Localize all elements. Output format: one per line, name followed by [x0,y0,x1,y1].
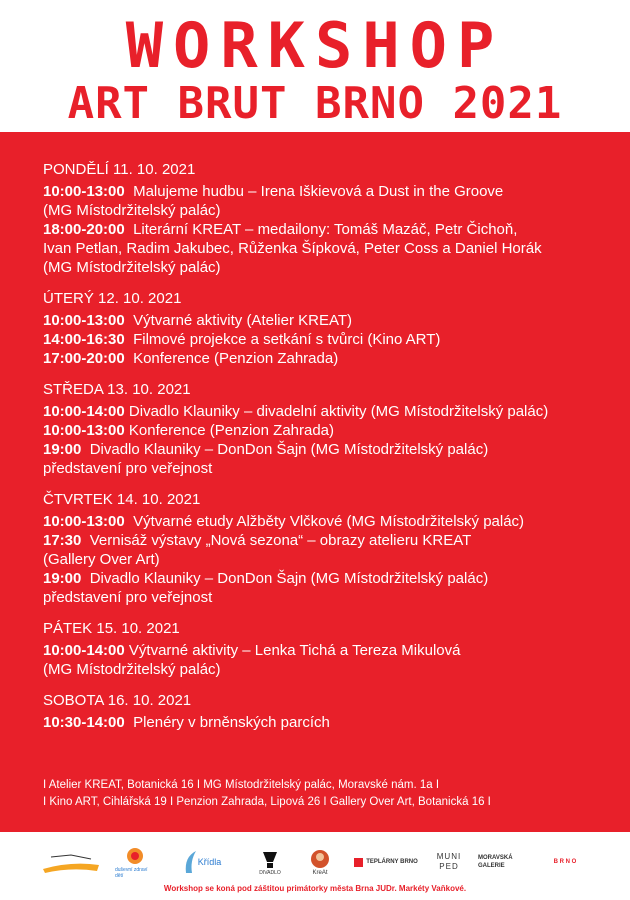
logo-text: KreAt [312,870,328,876]
kreat-logo [305,842,335,882]
event-text: Divadlo Klauniky – DonDon Šajn (MG Místodržitelský palác) [81,441,489,458]
event-line [43,330,628,349]
event-time: 18:00-20:00 [43,221,125,238]
event-time: 14:00-16:30 [43,331,125,348]
event-line [43,660,628,679]
footer [0,832,630,900]
places-line: I Kino ART, Cihlářská 19 I Penzion Zahrada, Lipová 26 I Gallery Over Art, Botanická 16 I [43,796,491,808]
event-line [43,440,628,459]
logo-text: MORAVSKÁ GALERIE [478,855,513,869]
duchovni-zdravi-logo [115,842,155,882]
day-title: ÚTERÝ 12. 10. 2021 [43,290,182,307]
event-text: Ivan Petlan, Radim Jakubec, Růženka Šípková, Peter Coss a Daniel Horák [43,240,542,257]
event-text: Literární KREAT – medailony: Tomáš Mazáč, Petr Čichoň, [124,221,518,238]
brno-logo [538,842,592,882]
day-block [43,691,628,732]
schedule-panel [0,132,630,832]
day-block [43,490,628,607]
moravska-galerie-logo [478,842,526,882]
event-line [43,201,628,220]
event-line [43,349,628,368]
event-text: Divadlo Klauniky – divadelní aktivity (MG Místodržitelský palác) [124,403,549,420]
kridla-logo [175,842,230,882]
day-block [43,289,628,368]
poster-title: WORKSHOP [125,9,505,82]
fantazie-logo [40,842,102,882]
schedule-list [43,160,628,744]
divadlo-logo [255,842,285,882]
event-line [43,239,628,258]
event-line [43,220,628,239]
places-line: I Atelier KREAT, Botanická 16 I MG Místodržitelský palác, Moravské nám. 1a I [43,779,440,791]
event-line [43,459,628,478]
event-text: Filmové projekce a setkání s tvůrci (Kino ART) [124,331,441,348]
event-line [43,402,628,421]
poster-subtitle: ART BRUT BRNO 2021 [67,78,563,129]
event-time: 10:00-14:00 [43,642,125,659]
event-line [43,311,628,330]
event-time: 10:00-13:00 [43,422,125,439]
event-line [43,641,628,660]
logo-text: TEPLÁRNY BRNO [366,859,418,865]
event-line [43,588,628,607]
day-title: SOBOTA 16. 10. 2021 [43,692,192,709]
event-text: (MG Místodržitelský palác) [43,202,221,219]
day-block [43,619,628,679]
event-text: Výtvarné etudy Alžběty Vlčkové (MG Místodržitelský palác) [124,513,525,530]
event-text: Výtvarné aktivity (Atelier KREAT) [124,312,353,329]
day-block [43,160,628,277]
event-line [43,531,628,550]
event-time: 19:00 [43,441,82,458]
event-line [43,182,628,201]
logo-text: duševní zdraví dětí [115,867,148,879]
event-text: Plenéry v brněnských parcích [124,714,330,731]
event-time: 10:00-13:00 [43,312,125,329]
event-line [43,512,628,531]
event-time: 17:30 [43,532,82,549]
day-title: PONDĚLÍ 11. 10. 2021 [43,161,196,178]
event-time: 10:30-14:00 [43,714,125,731]
event-text: Konference (Penzion Zahrada) [124,422,335,439]
event-text: představení pro veřejnost [43,460,213,477]
logo-text: Křídla [197,857,222,867]
event-line [43,713,628,732]
event-time: 10:00-14:00 [43,403,125,420]
day-block [43,380,628,478]
logo-text: MUNI PED [436,852,462,871]
event-text: Divadlo Klauniky – DonDon Šajn (MG Místodržitelský palác) [81,570,489,587]
muni-ped-logo [432,842,466,882]
event-text: představení pro veřejnost [43,589,213,606]
day-title: PÁTEK 15. 10. 2021 [43,620,180,637]
day-title: STŘEDA 13. 10. 2021 [43,381,191,398]
teplarny-logo [350,842,422,882]
event-line [43,569,628,588]
event-line [43,421,628,440]
event-text: (MG Místodržitelský palác) [43,259,221,276]
event-text: Výtvarné aktivity – Lenka Tichá a Tereza Mikulová [124,642,461,659]
event-text: (MG Místodržitelský palác) [43,661,221,678]
event-time: 19:00 [43,570,82,587]
day-title: ČTVRTEK 14. 10. 2021 [43,491,201,508]
event-text: Malujeme hudbu – Irena Iškievová a Dust in the Groove [124,183,504,200]
logo-text: B R N O [553,859,577,865]
event-time: 10:00-13:00 [43,513,125,530]
event-time: 10:00-13:00 [43,183,125,200]
event-text: Konference (Penzion Zahrada) [124,350,339,367]
logo-text: DIVADLO [259,870,281,876]
event-line [43,550,628,569]
places-list [43,777,628,811]
event-line [43,258,628,277]
event-text: (Gallery Over Art) [43,551,160,568]
event-time: 17:00-20:00 [43,350,125,367]
event-text: Vernisáž výstavy „Nová sezona“ – obrazy atelieru KREAT [81,532,472,549]
patronage-text: Workshop se koná pod záštitou primátorky města Brna JUDr. Markéty Vaňkové. [163,884,467,893]
